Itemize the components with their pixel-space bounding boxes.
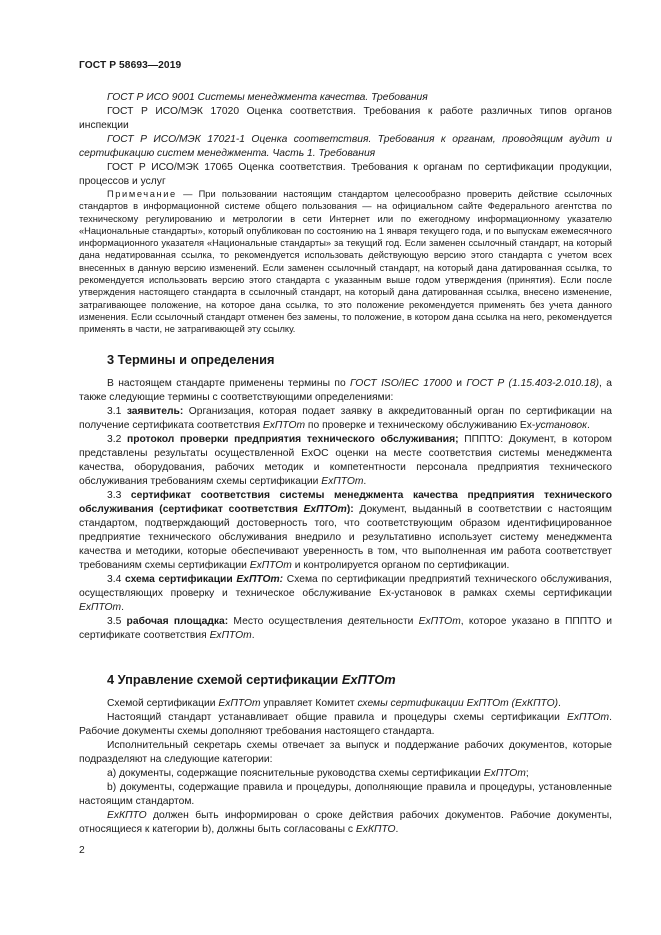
section-3-body — [79, 377, 612, 643]
term-name: протокол проверки предприятия технического обслуживания; — [127, 434, 459, 445]
paragraph-italic: ExПТОт — [218, 698, 261, 709]
intro-text: , а также следующие термины с соответствующими определениями: — [79, 378, 612, 403]
paragraph-text: должен быть информирован о сроке действия рабочих документов. Рабочие документы, относящиеся к категории b), должны быть согласованы с — [79, 810, 612, 835]
term-name: сертификат соответствия системы менеджмента качества предприятия технического обслуживания (сертификат соответствия — [79, 490, 612, 515]
paragraph-text: . Рабочие документы схемы дополняют требования настоящего стандарта. — [79, 712, 612, 737]
section-3-intro — [79, 377, 612, 405]
reference-item: ГОСТ Р ИСО 9001 Системы менеджмента качества. Требования — [107, 92, 428, 103]
intro-ref: ГОСТ Р (1.15.403-2.010.18) — [466, 378, 600, 389]
term-name: рабочая площадка: — [126, 616, 229, 627]
paragraph-text: Схемой сертификации — [107, 698, 219, 709]
term-definition: . — [121, 602, 125, 613]
reference-item: ГОСТ Р ИСО/МЭК 17020 Оценка соответствия. Требования к работе различных типов органов инспекции — [79, 106, 612, 131]
term-number: 3.2 — [107, 434, 127, 445]
section-3 — [79, 352, 612, 367]
note-label: Примечание — [107, 189, 177, 199]
term-number: 3.3 — [107, 490, 131, 501]
term-3-4 — [79, 573, 612, 615]
paragraph-text: . — [395, 824, 399, 835]
standard-code-header: ГОСТ Р 58693—2019 — [79, 60, 182, 71]
term-3-2 — [79, 433, 612, 489]
list-text: ; — [525, 768, 529, 779]
term-3-1 — [79, 405, 612, 433]
term-definition: и контролируется органом по сертификации. — [291, 560, 510, 571]
section-4-title — [79, 672, 612, 687]
section-4-paragraph: Исполнительный секретарь схемы отвечает за выпуск и поддержание рабочих документов, которые подразделяют на следующие категории: — [79, 740, 612, 765]
term-definition: Организация, которая подает заявку в аккредитованный орган по сертификации на получение сертификата соответствия — [79, 406, 612, 431]
paragraph-text: управляет Комитет — [260, 698, 358, 709]
term-name-italic: ExПТОт — [303, 504, 347, 515]
reference-item: ГОСТ Р ИСО/МЭК 17021-1 Оценка соответствия. Требования к органам, проводящим аудит и сертификацию систем менеджмента. Часть 1. Требования — [79, 134, 612, 159]
note-block — [79, 188, 612, 336]
term-italic: ExПТОт — [209, 630, 252, 641]
paragraph-italic: ExПТОт — [566, 712, 610, 723]
section-4-title-italic: ExПТОт — [341, 672, 396, 687]
term-definition: Место осуществления деятельности — [228, 616, 419, 627]
section-4-paragraph — [79, 711, 612, 739]
list-item-a — [79, 767, 612, 781]
term-italic: ExПТОт — [418, 616, 461, 627]
intro-text: и — [451, 378, 467, 389]
list-item-b: b) документы, содержащие правила и процедуры, дополняющие правила и процедуры, установленные настоящим стандартом. — [79, 782, 612, 807]
section-4-body — [79, 697, 612, 837]
term-italic: ExПТОт — [262, 420, 306, 431]
term-definition: , которое указано в ПППТО и сертификате соответствия — [79, 616, 612, 641]
term-italic: ExПТОт — [321, 476, 364, 487]
term-definition: Документ, выданный в соответствии с настоящим стандартом, подтверждающий достоверность того, что соответствующим образом идентифицированное предприятие технического обслуживания внедрило и результативно использует систему менеджмента качества и методики, которые обеспечивают уверенность в том, что выполненная им работа соответствует требованиям схемы сертификации — [79, 504, 612, 571]
term-definition: . — [586, 420, 590, 431]
list-text: а) документы, содержащие пояснительные руководства схемы сертификации — [107, 768, 484, 779]
paragraph-italic: ExКПТО — [355, 824, 396, 835]
term-italic: ExПТОт — [79, 602, 122, 613]
section-4-paragraph — [79, 697, 612, 711]
term-3-5 — [79, 615, 612, 643]
term-number: 3.4 — [107, 574, 125, 585]
reference-item: ГОСТ Р ИСО/МЭК 17065 Оценка соответствия. Требования к органам по сертификации продукции, процессов и услуг — [79, 162, 612, 187]
section-4-paragraph — [79, 809, 612, 837]
term-italic: установок — [535, 420, 587, 431]
term-number: 3.1 — [107, 406, 127, 417]
section-3-title: 3 Термины и определения — [107, 352, 275, 367]
term-name: заявитель: — [126, 406, 184, 417]
page-number: 2 — [79, 845, 85, 856]
term-name: схема сертификации — [124, 574, 237, 585]
note-text: — При пользовании настоящим стандартом целесообразно проверить действие ссылочных стандартов в информационной системе общего пользования — на официальном сайте Федерального агентства по техническому регулированию и метрологии в сети Интернет или по ежегодному информационному указателю «Национальные стандарты», который опубликован по состоянию на 1 января текущего года, и по выпускам ежемесячного информационного указателя «Национальные стандарты» за текущий год. Если заменен ссылочный стандарт, на который дана недатированная ссылка, то рекомендуется использовать действующую версию этого стандарта с учетом всех внесенных в данную версию изменений. Если заменен ссылочный стандарт, на который дана датированная ссылка, то рекомендуется использовать версию этого стандарта с указанным выше годом утверждения (принятия). Если после утверждения настоящего стандарта в ссылочный стандарт, на который дана датированная ссылка, внесено изменение, затрагивающее положение, на которое дана ссылка, то это положение рекомендуется применять без учета данного изменения. Если ссылочный стандарт отменен без замены, то положение, в котором дана ссылка на него, рекомендуется применять в части, не затрагивающей эту ссылку. — [79, 189, 612, 335]
term-name-italic: ExПТОт: — [236, 574, 284, 585]
term-name: ): — [346, 504, 354, 515]
note-paragraph — [79, 188, 612, 336]
term-italic: ExПТОт — [249, 560, 292, 571]
list-italic: ExПТОт — [483, 768, 526, 779]
paragraph-text: . — [558, 698, 561, 709]
paragraph-italic: схемы сертификации ExПТОт (ExКПТО) — [357, 698, 559, 709]
term-3-3 — [79, 489, 612, 573]
term-number: 3.5 — [107, 616, 127, 627]
term-definition: Схема по сертификации предприятий технического обслуживания, осуществляющих проверку и техническое обслуживание Ex-установок в рамках схемы сертификации — [79, 574, 612, 599]
references-list — [79, 91, 612, 189]
paragraph-italic: ExКПТО — [107, 810, 147, 821]
term-definition: . — [363, 476, 367, 487]
intro-text: В настоящем стандарте применены термины по — [107, 378, 351, 389]
section-4-title-text: 4 Управление схемой сертификации — [107, 672, 342, 687]
paragraph-text: Настоящий стандарт устанавливает общие правила и процедуры схемы сертификации — [107, 712, 567, 723]
term-definition: по проверке и техническому обслуживанию Ex- — [305, 420, 536, 431]
term-definition: . — [251, 630, 255, 641]
intro-ref: ГОСТ ISO/IEC 17000 — [350, 378, 452, 389]
term-definition: ПППТО: Документ, в котором представлены результаты осуществленной ExOC оценки на месте соответствия системы менеджмента качества, оборудования, рабочих методик и компетентности персонала предприятия технического обслуживания требованиям схемы сертификации — [79, 434, 612, 487]
section-4 — [79, 672, 612, 687]
